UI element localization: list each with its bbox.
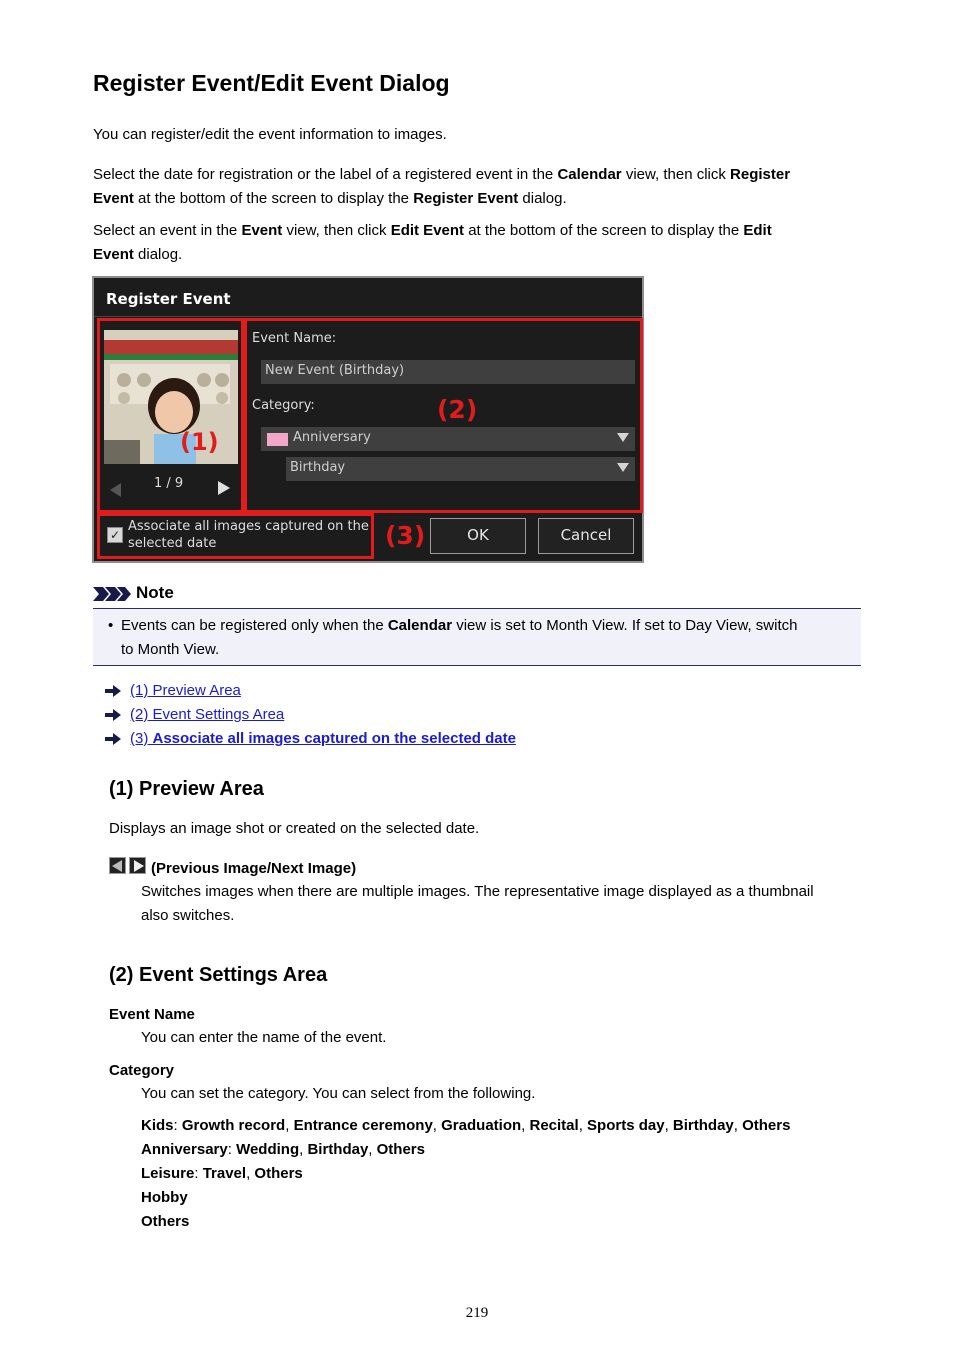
category-label: Category: (252, 398, 315, 413)
next-image-icon[interactable] (218, 481, 230, 495)
note-header (93, 582, 861, 610)
link-preview-area[interactable]: (1) Preview Area (130, 682, 241, 699)
category-description: You can set the category. You can select from the following. (141, 1085, 536, 1102)
callout-2: (2) (437, 395, 478, 424)
event-name-term: Event Name (109, 1006, 195, 1023)
prev-next-description: Switches images when there are multiple images. The representative image displayed as a thumbnail also switches. (141, 883, 814, 924)
prev-next-term: (Previous Image/Next Image) (151, 860, 357, 877)
ok-button[interactable]: OK (430, 518, 526, 554)
chevron-down-icon (617, 463, 629, 472)
page-title: Register Event/Edit Event Dialog (93, 70, 450, 96)
cancel-button[interactable]: Cancel (538, 518, 634, 554)
paragraph-register: Select the date for registration or the label of a registered event in the Calendar view, then click Register Event at the bottom of the screen to display the Register Event dialog. (93, 166, 791, 207)
link-associate[interactable]: (3) Associate all images captured on the selected date (130, 730, 516, 747)
callout-1: (1) (180, 428, 219, 456)
arrow-right-icon (105, 709, 121, 721)
associate-label: Associate all images captured on the selected date (128, 519, 369, 551)
category-color-swatch (267, 433, 288, 446)
arrow-right-icon (105, 733, 121, 745)
category-leisure: Leisure: Travel, Others (141, 1165, 303, 1182)
note-heading: Note (136, 583, 174, 602)
category-list (141, 1114, 861, 1234)
preview-area-description: Displays an image shot or created on the selected date. (109, 820, 480, 837)
category-hobby: Hobby (141, 1189, 188, 1206)
note-text: Events can be registered only when the Calendar view is set to Month View. If set to Day View, switch to Month View. (121, 617, 798, 658)
next-image-icon (129, 857, 146, 874)
callout-3: (3) (385, 521, 426, 550)
category-anniversary: Anniversary: Wedding, Birthday, Others (141, 1141, 425, 1158)
category-select[interactable] (261, 427, 635, 451)
associate-checkbox[interactable]: ✓ (107, 527, 123, 543)
event-settings-heading: (2) Event Settings Area (109, 964, 328, 986)
note-body (93, 609, 861, 666)
subcategory-select-value: Birthday (290, 460, 346, 475)
dialog-title: Register Event (106, 290, 231, 308)
note-chevrons-icon (93, 587, 133, 601)
previous-image-icon[interactable] (110, 483, 121, 497)
intro-text: You can register/edit the event information to images. (93, 126, 447, 143)
paragraph-edit: Select an event in the Event view, then click Edit Event at the bottom of the screen to display the Edit Event dialog. (93, 222, 772, 263)
image-counter: 1 / 9 (154, 476, 184, 491)
page-number: 219 (465, 1305, 489, 1321)
category-term: Category (109, 1062, 175, 1079)
previous-image-icon (109, 857, 126, 874)
note-bullet: • (108, 617, 114, 634)
category-others: Others (141, 1213, 190, 1230)
title-divider (94, 316, 642, 317)
link-event-settings-area[interactable]: (2) Event Settings Area (130, 706, 285, 723)
chevron-down-icon (617, 433, 629, 442)
event-name-label: Event Name: (252, 331, 337, 346)
register-event-dialog (92, 276, 644, 563)
event-name-description: You can enter the name of the event. (141, 1029, 387, 1046)
event-name-field[interactable]: New Event (Birthday) (261, 360, 635, 384)
category-select-value: Anniversary (293, 430, 371, 445)
category-kids: Kids: Growth record, Entrance ceremony, Graduation, Recital, Sports day, Birthday, Others (141, 1117, 791, 1134)
preview-area-heading: (1) Preview Area (109, 778, 264, 800)
arrow-right-icon (105, 685, 121, 697)
subcategory-select[interactable] (286, 457, 635, 481)
